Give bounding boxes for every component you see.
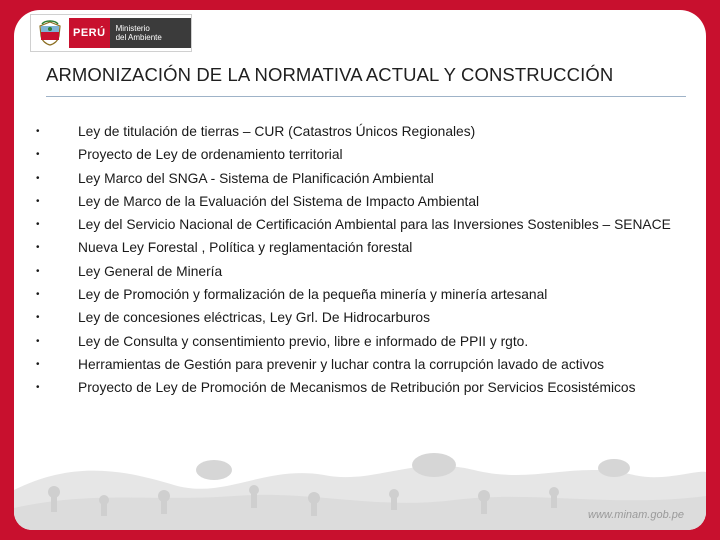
bullet-icon: • [36,172,40,184]
bullet-icon: • [36,219,40,231]
list-item-text: Proyecto de Ley de Promoción de Mecanismos de Retribución por Servicios Ecosistémicos [78,380,636,396]
ministry-label [110,18,191,48]
list-item-text: Ley Marco del SNGA - Sistema de Planificación Ambiental [78,170,434,186]
list-item-text: Ley de Marco de la Evaluación del Sistema de Impacto Ambiental [78,193,480,209]
bullet-icon: • [36,149,40,161]
list-item [32,334,680,350]
bullet-icon: • [36,312,40,324]
ministry-line-2: del Ambiente [115,33,162,42]
slide-title: ARMONIZACIÓN DE LA NORMATIVA ACTUAL Y CONSTRUCCIÓN [46,64,614,85]
list-item [32,264,680,280]
list-item [32,194,680,210]
list-item [32,240,680,256]
list-item-text: Ley General de Minería [78,263,223,279]
ministry-logo-banner [30,14,192,52]
bullet-icon: • [36,335,40,347]
list-item-text: Herramientas de Gestión para prevenir y luchar contra la corrupción lavado de activos [78,356,605,372]
ministry-line-1: Ministerio [115,24,150,33]
list-item-text: Ley del Servicio Nacional de Certificación Ambiental para las Inversiones Sostenibles – SENACE [78,217,671,233]
bullet-icon: • [36,195,40,207]
title-divider [46,96,686,97]
list-item [32,147,680,163]
peru-coat-of-arms-icon [35,18,65,48]
list-item [32,217,680,233]
list-item-text: Ley de concesiones eléctricas, Ley Grl. De Hidrocarburos [78,310,430,326]
bullet-list [32,124,680,403]
list-item [32,124,680,140]
list-item [32,380,680,396]
list-item [32,171,680,187]
bullet-icon: • [36,126,40,137]
country-label: PERÚ [69,18,110,48]
website-url: www.minam.gob.pe [588,509,684,521]
list-item [32,310,680,326]
list-item [32,357,680,373]
list-item-text: Ley de Consulta y consentimiento previo, libre e informado de PPII y rgto. [78,333,529,349]
list-item-text: Nueva Ley Forestal , Política y reglamentación forestal [78,240,413,256]
list-item-text: Proyecto de Ley de ordenamiento territorial [78,147,343,163]
bullet-icon: • [36,358,40,370]
bullet-icon: • [36,382,40,394]
list-item-text: Ley de titulación de tierras – CUR (Catastros Únicos Regionales) [78,124,476,139]
bullet-icon: • [36,288,40,300]
bullet-icon: • [36,265,40,277]
list-item [32,287,680,303]
list-item-text: Ley de Promoción y formalización de la pequeña minería y minería artesanal [78,286,548,302]
bullet-icon: • [36,242,40,254]
